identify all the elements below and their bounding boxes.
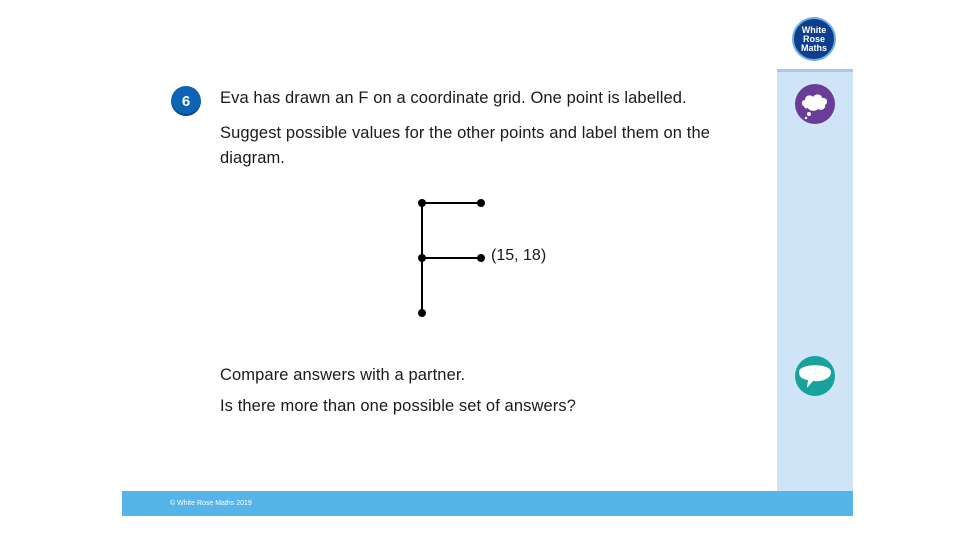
point-labelled [477,254,485,262]
logo-line-3: Maths [800,42,827,53]
point-bottom [418,309,426,317]
question-text-line-2: Suggest possible values for the other points and label them on the diagram. [220,124,710,167]
white-rose-maths-logo [792,17,836,61]
logo-line-1: White [801,24,827,35]
point-middle-left [418,254,426,262]
question-text-line-3: Compare answers with a partner. [220,366,466,384]
footer-bar [122,491,853,516]
point-top-left [418,199,426,207]
point-top-right [477,199,485,207]
thought-bubble-icon [793,82,837,126]
point-label: (15, 18) [491,247,547,264]
logo-line-2: Rose [802,33,825,44]
question-text-line-1: Eva has drawn an F on a coordinate grid. One point is labelled. [220,89,687,107]
copyright-text: © White Rose Maths 2019 [170,500,252,507]
right-sidebar-panel [777,0,853,491]
panel-divider [777,69,853,72]
speech-bubble-icon [793,354,837,398]
question-number-badge: 6 [171,86,201,116]
question-text-line-4: Is there more than one possible set of answers? [220,397,576,415]
